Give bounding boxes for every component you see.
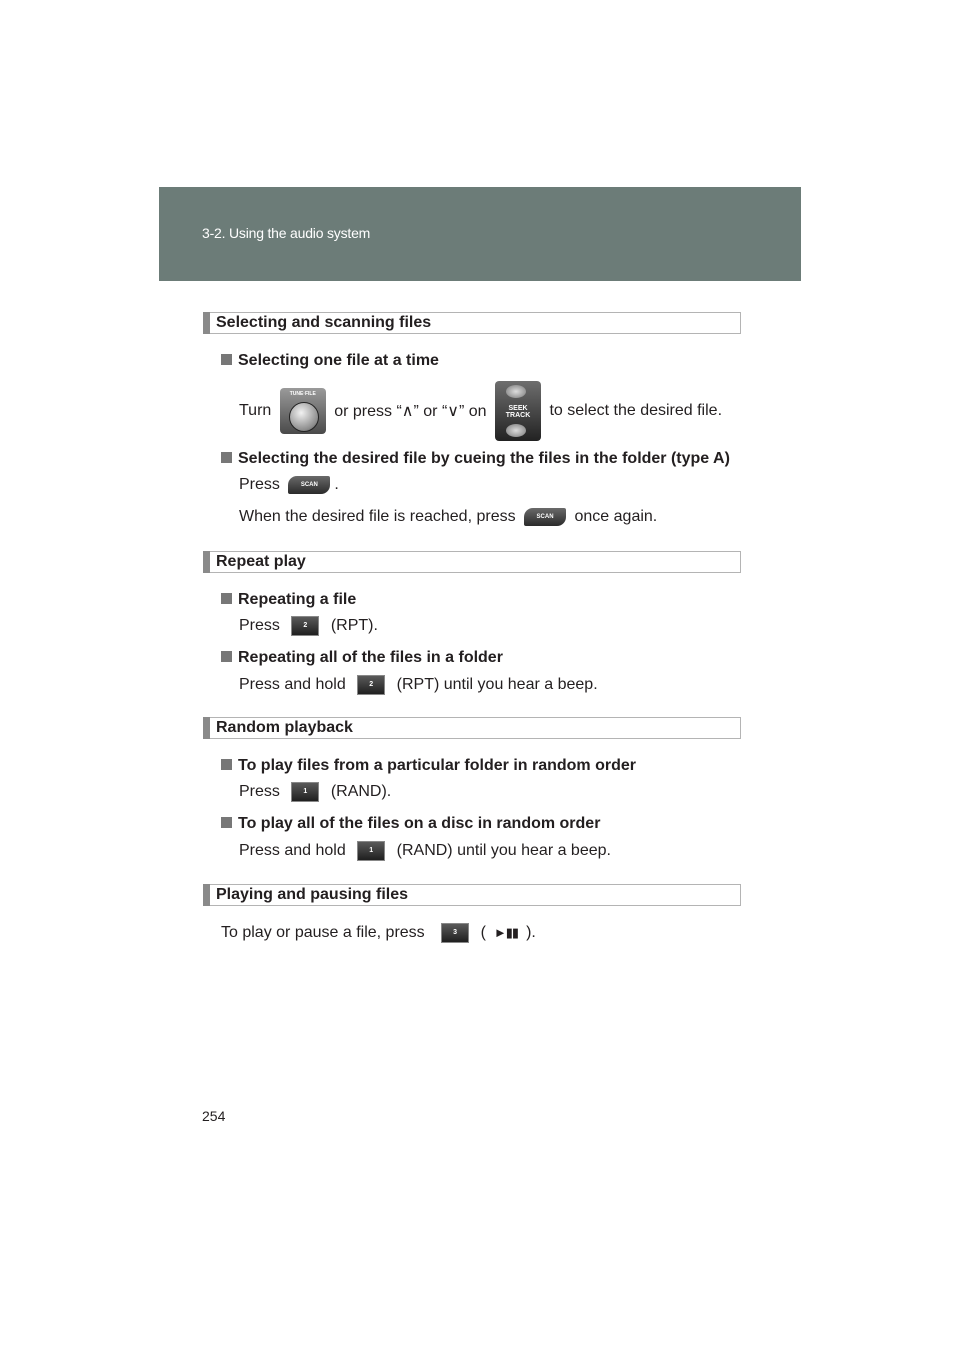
instruction-press-rand: Press 1 (RAND). [239, 783, 392, 800]
section-title: Random playback [216, 719, 353, 736]
page-number: 254 [202, 1108, 226, 1124]
sub-heading-random-disc: To play all of the files on a disc in random order [221, 815, 600, 833]
preset-3-button-icon: 3 [441, 923, 469, 943]
section-bar-random-playback [203, 717, 741, 739]
section-label: 3-2. Using the audio system [202, 225, 371, 241]
sub-heading-select-one-file: Selecting one file at a time [221, 352, 439, 370]
instruction-hold-rand: Press and hold 1 (RAND) until you hear a beep. [239, 842, 611, 859]
sub-heading-random-folder: To play files from a particular folder in random order [221, 757, 636, 775]
instruction-press-scan: Press SCAN . [239, 476, 339, 493]
seek-track-button-icon: SEEK TRACK [495, 381, 541, 441]
preset-2-button-icon: 2 [291, 616, 319, 636]
play-pause-icon: ►▮▮ [493, 925, 519, 940]
section-title: Repeat play [216, 553, 306, 570]
scan-button-icon: SCAN [524, 508, 566, 526]
section-title: Selecting and scanning files [216, 314, 432, 331]
bullet-square-icon [221, 354, 232, 365]
bullet-square-icon [221, 593, 232, 604]
sub-heading-repeat-file: Repeating a file [221, 591, 356, 609]
header-band [159, 187, 801, 281]
preset-2-button-icon: 2 [357, 675, 385, 695]
instruction-play-pause: To play or pause a file, press 3 ( ►▮▮ ). [221, 924, 536, 941]
scan-button-icon: SCAN [288, 476, 330, 494]
preset-1-button-icon: 1 [291, 782, 319, 802]
bullet-square-icon [221, 759, 232, 770]
section-bar-selecting-scanning [203, 312, 741, 334]
tune-file-knob-icon: TUNE·FILE [280, 388, 326, 434]
instruction-turn-knob: Turn TUNE·FILE or press “∧” or “∨” on SEEK TRACK to select the desired file. [239, 381, 722, 441]
section-bar-play-pause [203, 884, 741, 906]
section-title: Playing and pausing files [216, 886, 409, 903]
bullet-square-icon [221, 651, 232, 662]
instruction-press-rpt: Press 2 (RPT). [239, 617, 378, 634]
section-bar-repeat-play [203, 551, 741, 573]
sub-heading-repeat-folder: Repeating all of the files in a folder [221, 649, 503, 667]
bullet-square-icon [221, 817, 232, 828]
sub-heading-cueing-files: Selecting the desired file by cueing the files in the folder (type A) [221, 450, 730, 468]
instruction-press-scan-again: When the desired file is reached, press SCAN once again. [239, 508, 658, 525]
instruction-hold-rpt: Press and hold 2 (RPT) until you hear a beep. [239, 676, 598, 693]
preset-1-button-icon: 1 [357, 841, 385, 861]
bullet-square-icon [221, 452, 232, 463]
